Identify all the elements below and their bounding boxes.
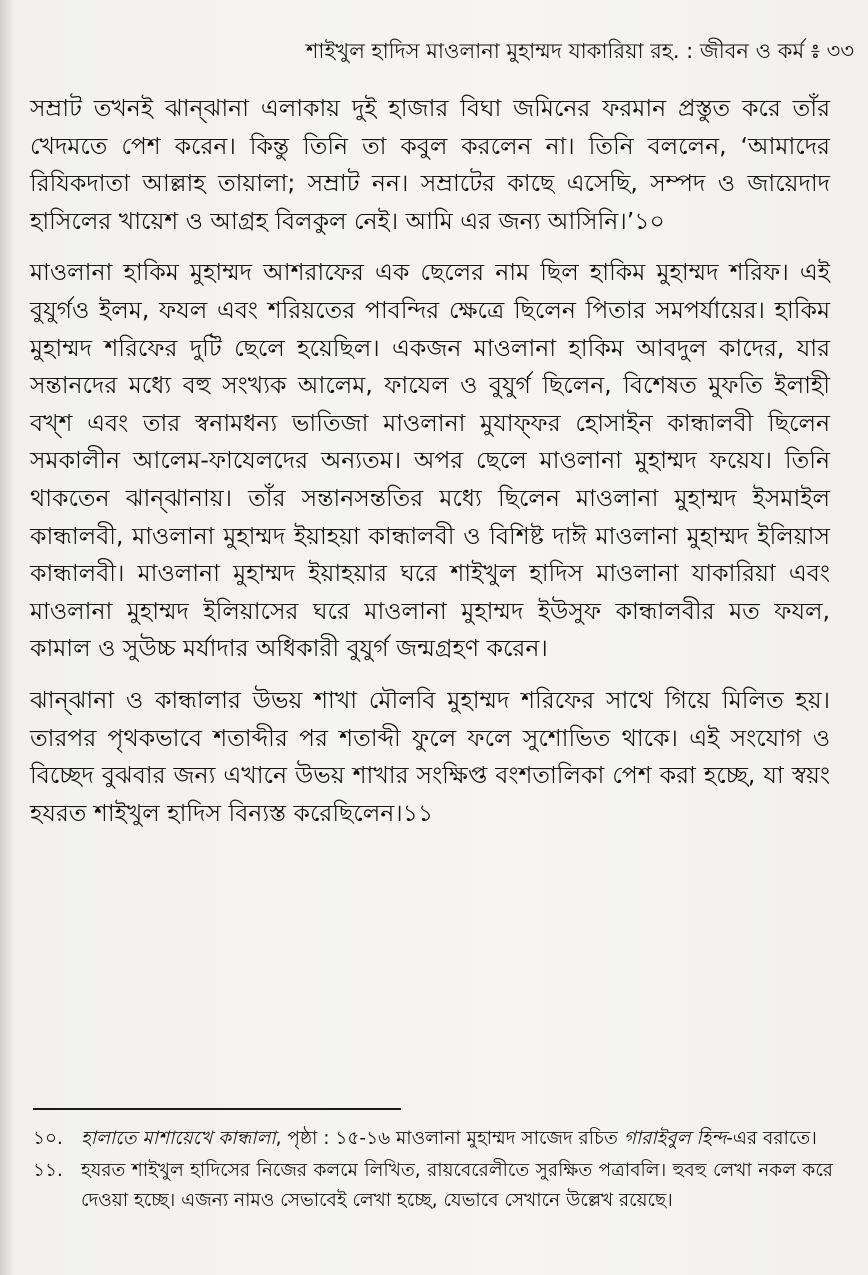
footnote-text: হযরত শাইখুল হাদিসের নিজের কলমে লিখিত, রায়বেরেলীতে সুরক্ষিত পত্রাবলি। হুবহু লেখা নকল করে দেওয়া হচ্ছে। এজন্য নামও সেভাবেই লেখা হচ্ছে, যেভাবে সেখানে উল্লেখ রয়েছে। bbox=[81, 1160, 833, 1211]
running-header bbox=[150, 36, 854, 66]
book-title-italic: হালাতে মাশায়েখে কান্ধালা bbox=[81, 1128, 276, 1149]
footnote-11 bbox=[33, 1156, 833, 1216]
body-text bbox=[30, 90, 830, 846]
footnote-text bbox=[81, 1124, 833, 1154]
footnote-number: ১০. bbox=[33, 1128, 63, 1149]
paragraph-1: সম্রাট তখনই ঝান্‌ঝানা এলাকায় দুই হাজার বিঘা জমিনের ফরমান প্রস্তুত করে তাঁর খেদমতে পেশ করেন। কিন্তু তিনি তা কবুল করলেন না। তিনি বললেন, ‘আমাদের রিযিকদাতা আল্লাহ তায়ালা; সম্রাট নন। সম্রাটের কাছে এসেছি, সম্পদ ও জায়েদাদ হাসিলের খায়েশ ও আগ্রহ বিলকুল নেই। আমি এর জন্য আসিনি।’১০ bbox=[30, 94, 830, 235]
footnote-number: ১১. bbox=[33, 1160, 63, 1181]
footnote-divider bbox=[33, 1108, 401, 1110]
book-title-italic: গারাইবুল হিন্দ bbox=[623, 1128, 727, 1149]
footnote-text-mid: , পৃষ্ঠা : ১৫-১৬ মাওলানা মুহাম্মদ সাজেদ রচিত bbox=[275, 1128, 624, 1149]
footnotes bbox=[33, 1124, 833, 1218]
running-title: শাইখুল হাদিস মাওলানা মুহাম্মদ যাকারিয়া রহ. : জীবন ও কর্ম ៖ ৩৩ bbox=[305, 39, 854, 63]
footnote-10 bbox=[33, 1124, 833, 1154]
footnote-text-end: -এর বরাতে। bbox=[726, 1128, 817, 1149]
paragraph-3: ঝান্‌ঝানা ও কান্ধালার উভয় শাখা মৌলবি মুহাম্মদ শরিফের সাথে গিয়ে মিলিত হয়। তারপর পৃথকভাবে শতাব্দীর পর শতাব্দী ফুলে ফলে সুশোভিত থাকে। এই সংযোগ ও বিচ্ছেদ বুঝবার জন্য এখানে উভয় শাখার সংক্ষিপ্ত বংশতালিকা পেশ করা হচ্ছে, যা স্বয়ং হযরত শাইখুল হাদিস বিন্যস্ত করেছিলেন।১১ bbox=[30, 685, 830, 827]
paragraph-2: মাওলানা হাকিম মুহাম্মদ আশরাফের এক ছেলের নাম ছিল হাকিম মুহাম্মদ শরিফ। এই বুযুর্গও ইলম, ফযল এবং শরিয়তের পাবন্দির ক্ষেত্রে ছিলেন পিতার সমপর্যায়ের। হাকিম মুহাম্মদ শরিফের দুটি ছেলে হয়েছিল। একজন মাওলানা হাকিম আবদুল কাদের, যার সন্তানদের মধ্যে বহু সংখ্যক আলেম, ফাযেল ও বুযুর্গ ছিলেন, বিশেষত মুফতি ইলাহী বখ্‌শ এবং তার স্বনামধন্য ভাতিজা মাওলানা মুযাফ্‌ফর হোসাইন কান্ধালবী ছিলেন সমকালীন আলেম-ফাযেলদের অন্যতম। অপর ছেলে মাওলানা মুহাম্মদ ফয়েয। তিনি থাকতেন ঝান্‌ঝানায়। তাঁর সন্তানসন্ততির মধ্যে ছিলেন মাওলানা মুহাম্মদ ইসমাইল কান্ধালবী, মাওলানা মুহাম্মদ ইয়াহয়া কান্ধালবী ও বিশিষ্ট দাঈ মাওলানা মুহাম্মদ ইলিয়াস কান্ধালবী। মাওলানা মুহাম্মদ ইয়াহয়ার ঘরে শাইখুল হাদিস মাওলানা যাকারিয়া এবং মাওলানা মুহাম্মদ ইলিয়াসের ঘরে মাওলানা মুহাম্মদ ইউসুফ কান্ধালবীর মত ফযল, কামাল ও সুউচ্চ মর্যাদার অধিকারী বুযুর্গ জন্মগ্রহণ করেন। bbox=[30, 258, 830, 663]
